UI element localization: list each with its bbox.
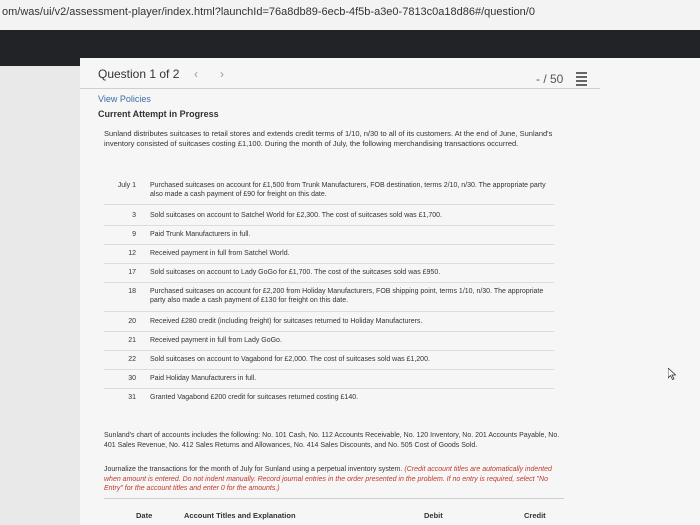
row-divider [104,388,554,389]
mouse-cursor-icon [668,368,676,380]
chevron-right-icon[interactable]: › [220,67,224,81]
transaction-text: Paid Holiday Manufacturers in full. [150,375,257,382]
row-divider [104,204,554,205]
question-panel [80,58,700,525]
row-divider [104,225,554,226]
view-policies-link[interactable]: View Policies [98,94,151,104]
transaction-day: 9 [132,231,136,238]
chart-of-accounts-text: Sunland's chart of accounts includes the following: No. 101 Cash, No. 112 Accounts Receivable, No. 120 Inventory, No. 201 Accounts Payable, No. 401 Sales Revenue, No. 412 Sales Returns and Allowances, No. 414 Sales Discounts, and No. 505 Cost of Goods Sold. [104,432,560,449]
transaction-text: Purchased suitcases on account for £2,200 from Holiday Manufacturers, FOB shipping point, terms 1/10, n/30. The appropriate party also made a cash payment of £130 for freight on this date. [150,288,544,304]
transaction-text: Sold suitcases on account to Lady GoGo for £1,700. The cost of the suitcases sold was £950. [150,269,441,276]
row-divider [104,331,554,332]
attempt-status: Current Attempt in Progress [98,109,219,119]
transaction-text: Received £280 credit (including freight) for suitcases returned to Holiday Manufacturers. [150,318,423,325]
question-score: - / 50 [536,72,564,86]
row-divider [104,282,554,283]
chevron-left-icon[interactable]: ‹ [194,67,198,81]
transaction-text: Purchased suitcases on account for £1,500 from Trunk Manufacturers, FOB destination, terms 2/10, n/30. The appropriate party also made a cash payment of £90 for freight on this date. [150,182,546,198]
transaction-day: 22 [128,356,136,363]
account-column-header: Account Titles and Explanation [184,511,296,520]
transaction-text: Received payment in full from Satchel World. [150,250,290,257]
transaction-text: Sold suitcases on account to Satchel World for £2,300. The cost of suitcases sold was £1,700. [150,212,442,219]
row-divider [104,369,554,370]
transaction-day: 20 [128,318,136,325]
question-number: Question 1 of 2 [98,67,180,81]
row-divider [104,263,554,264]
transaction-day: 30 [128,375,136,382]
journal-instruction-red: (Credit account titles are automatically indented when amount is entered. Do not indent manually. Record journal entries in the order presented in the problem. If no entry is required, select "No Entry" for the account titles and enter 0 for the amounts.) [104,466,552,492]
transaction-text: Sold suitcases on account to Vagabond for £2,000. The cost of suitcases sold was £1,200. [150,356,430,363]
question-header [80,58,600,89]
row-divider [104,311,554,312]
journal-instructions [104,465,564,494]
url-text: om/was/ui/v2/assessment-player/index.html?launchId=76a8db89-6ecb-4f5b-a3e0-7813c0a18d86#/question/0 [2,6,535,18]
transaction-day: 3 [132,212,136,219]
transaction-day: 18 [128,288,136,295]
problem-intro: Sunland distributes suitcases to retail stores and extends credit terms of 1/10, n/30 to all of its customers. At the end of June, Sunland's inventory consisted of suitcases costing £1,100. During the month of July, the following merchandising transactions occurred. [104,129,553,148]
transaction-day: 12 [128,250,136,257]
transaction-day: 17 [128,269,136,276]
debit-column-header: Debit [424,511,443,520]
transaction-day: July 1 [117,182,136,189]
credit-column-header: Credit [524,511,546,520]
row-divider [104,244,554,245]
transaction-text: Granted Vagabond £200 credit for suitcases returned costing £140. [150,394,359,401]
transaction-text: Received payment in full from Lady GoGo. [150,337,282,344]
journal-instruction-text: Journalize the transactions for the month of July for Sunland using a perpetual inventory system. [104,466,403,473]
transaction-day: 31 [128,394,136,401]
menu-icon[interactable] [576,72,587,88]
transaction-day: 21 [128,337,136,344]
journal-table-header [104,498,564,525]
row-divider [104,350,554,351]
date-column-header: Date [136,511,153,520]
browser-url-bar[interactable] [0,0,700,30]
transaction-text: Paid Trunk Manufacturers in full. [150,231,251,238]
